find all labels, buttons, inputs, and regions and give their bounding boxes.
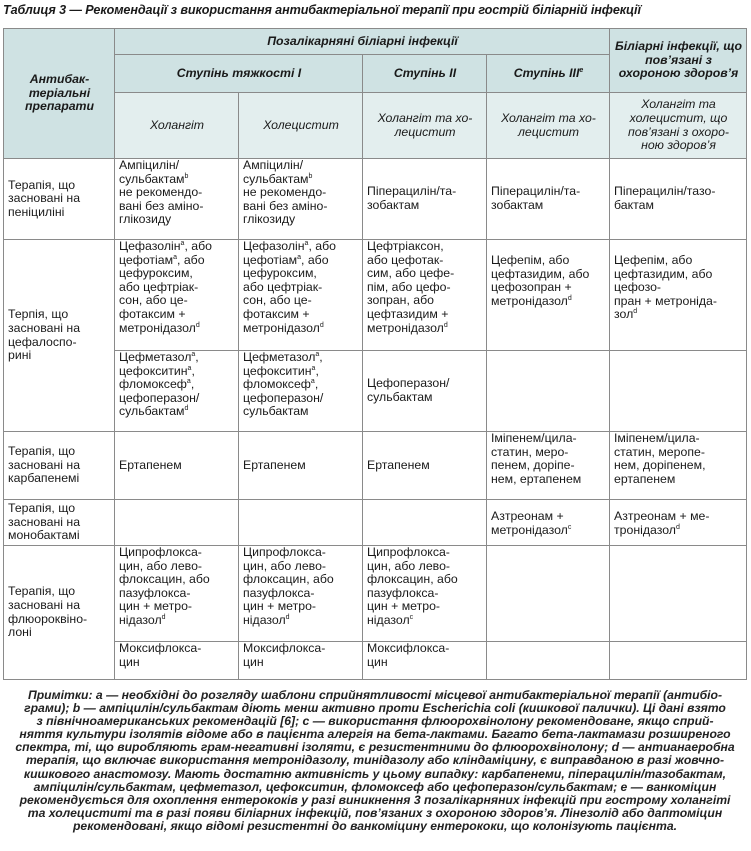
fq-grade1-cholangitis-a: Ципрофлокса- цин, або лево- флоксацин, або пазуфлокса- цин + метро- нідазол$^d$ — [115, 546, 239, 642]
fq-grade1-cholecystitis-a: Ципрофлокса- цин, або лево- флоксацин, або пазуфлокса- цин + метро- нідазол$^d$ — [239, 546, 363, 642]
penicillin-grade2: Піперацилін/та- зобактам — [363, 159, 487, 240]
header-cholecystitis: Холецистит — [239, 93, 363, 159]
carbapenem-healthcare: Іміпенем/цила- статин, меропе- нем, доріпенем, ертапенем — [610, 432, 747, 500]
fq-grade2-a: Ципрофлокса- цин, або лево- флоксацин, або пазуфлокса- цин + метро- нідазол$^c$ — [363, 546, 487, 642]
row-fluoroquinolone-agent: Терапія, що засновані на флюороквіно- лоні — [4, 546, 115, 680]
penicillin-healthcare: Піперацилін/тазо- бактам — [610, 159, 747, 240]
monobactam-grade1-cholecystitis-empty — [239, 500, 363, 546]
header-agents: Антибак- теріальні препарати — [4, 29, 115, 159]
ceph-grade2-b: Цефоперазон/ сульбактам — [363, 351, 487, 432]
carbapenem-grade1-cholangitis: Ертапенем — [115, 432, 239, 500]
header-community-acquired: Позалікарняні біліарні інфекції — [115, 29, 610, 55]
ceph-grade1-cholecystitis-b: Цефметазол$^a$, цефокситин$^a$, фломоксеф$^a$, цефоперазон/ сульбактам — [239, 351, 363, 432]
table-notes — [6, 689, 744, 833]
monobactam-healthcare: Азтреонам + ме- тронідазол$^d$ — [610, 500, 747, 546]
ceph-healthcare-b-empty — [610, 351, 747, 432]
penicillin-grade3: Піперацилін/та- зобактам — [487, 159, 610, 240]
header-healthcare-associated: Біліарні інфекції, що пов’язані з охороною здоров’я — [610, 29, 747, 93]
penicillin-grade1-cholecystitis: Ампіцилін/ сульбактам$^b$ не рекомендо- вані без аміно- глікозиду — [239, 159, 363, 240]
row-penicillin-agent: Терапія, що засновані на пеніциліні — [4, 159, 115, 240]
ceph-grade3-a: Цефепім, або цефтазидим, або цефозопран + метронідазол$^d$ — [487, 240, 610, 351]
fq-healthcare-a-empty — [610, 546, 747, 642]
ceph-grade2-a: Цефтріаксон, або цефотак- сим, або цефе- пім, або цефо- зопран, або цефтазидим + метронідазол$^d$ — [363, 240, 487, 351]
header-g3-sub: Холангіт та хо- лецистит — [487, 93, 610, 159]
fq-grade1-cholangitis-b: Моксифлокса- цин — [115, 642, 239, 680]
monobactam-grade3: Азтреонам + метронідазол$^c$ — [487, 500, 610, 546]
header-grade-3 — [487, 55, 610, 93]
antibiotic-table — [3, 28, 747, 680]
header-hc-sub: Холангіт та холецистит, що пов’язані з охоро- ною здоров’я — [610, 93, 747, 159]
fq-grade1-cholecystitis-b: Моксифлокса- цин — [239, 642, 363, 680]
fq-healthcare-b-empty — [610, 642, 747, 680]
carbapenem-grade3: Іміпенем/цила- статин, меро- пенем, доріпе- нем, ертапенем — [487, 432, 610, 500]
header-grade-1: Ступінь тяжкості I — [115, 55, 363, 93]
penicillin-grade1-cholangitis: Ампіцилін/ сульбактам$^b$ не рекомендо- вані без аміно- глікозиду — [115, 159, 239, 240]
ceph-healthcare-a: Цефепім, або цефтазидим, або цефозо- пран + метроніда- зол$^d$ — [610, 240, 747, 351]
header-grade-2: Ступінь II — [363, 55, 487, 93]
grade-3-label: Ступінь III — [513, 65, 580, 80]
notes-label: Примітки: — [27, 688, 93, 702]
table-title: Таблиця 3 — Рекомендації з використання антибактеріальної терапії при гострій біліарній інфекції — [3, 3, 641, 17]
carbapenem-grade1-cholecystitis: Ертапенем — [239, 432, 363, 500]
row-carbapenem-agent: Терапія, що засновані на карбапенемі — [4, 432, 115, 500]
row-monobactam-agent: Терапія, що засновані на монобактамі — [4, 500, 115, 546]
row-cephalosporin-agent: Терпія, що засновані на цефалоспо- рині — [4, 240, 115, 432]
ceph-grade1-cholecystitis-a: Цефазолін$^a$, або цефотіам$^a$, або цефуроксим, або цефтріак- сон, або це- фотаксим + метронідазол$^d$ — [239, 240, 363, 351]
ceph-grade1-cholangitis-a: Цефазолін$^a$, або цефотіам$^a$, або цефуроксим, або цефтріак- сон, або це- фотаксим + метронідазол$^d$ — [115, 240, 239, 351]
grade-3-sup: e — [579, 66, 584, 74]
monobactam-grade1-cholangitis-empty — [115, 500, 239, 546]
fq-grade3-a-empty — [487, 546, 610, 642]
carbapenem-grade2: Ертапенем — [363, 432, 487, 500]
header-g2-sub: Холангіт та хо- лецистит — [363, 93, 487, 159]
fq-grade2-b: Моксифлокса- цин — [363, 642, 487, 680]
monobactam-grade2-empty — [363, 500, 487, 546]
fq-grade3-b-empty — [487, 642, 610, 680]
notes-text: a — необхідні до розгляду шаблони сприйнятливості місцевої антибактеріальної терапії (антибіо- грами); b — ампіцилін/сульбактам діють менш активно проти Escherichia coli (кишкової палички). Ці дані взято з північноамериканських рекомендацій [6]; c — використання флюорохвінолону рекомендоване, якщо сприй- няття культури ізолятів відоме або в пацієнта алергія на бета-лактами. Багато бета-лактамази розширеного спектра, ті, що виробляють грам-негативні ізоляти, є резистентними до флюорохвінолону; d — антианаеробна терапія, що включає використання метронідазолу, тинідазолу або кліндаміцину, є виправданою в разі жовчно- кишкового анастомозу. Мають достатню активність у цьому випадку: карбапенеми, піперацилін/тазобактам, ампіцилін/сульбактам, цефметазол, цефокситин, фломоксеф або цефоперазон/сульбактам; e — ванкоміцин рекомендується для охоплення ентерококів у разі виникнення 3 позалікарняних інфекцій при гострому холангіті та холециститі та в разі появи біліарних інфекцій, пов’язаних з охороною здоров’я. Лінезолід або даптоміцин рекомендовані, якщо відомі резистентні до ванкоміцину ентерококи, що колонізують пацієнта. — [15, 688, 735, 833]
ceph-grade1-cholangitis-b: Цефметазол$^a$, цефокситин$^a$, фломоксеф$^a$, цефоперазон/ сульбактам$^d$ — [115, 351, 239, 432]
ceph-grade3-b-empty — [487, 351, 610, 432]
header-cholangitis: Холангіт — [115, 93, 239, 159]
